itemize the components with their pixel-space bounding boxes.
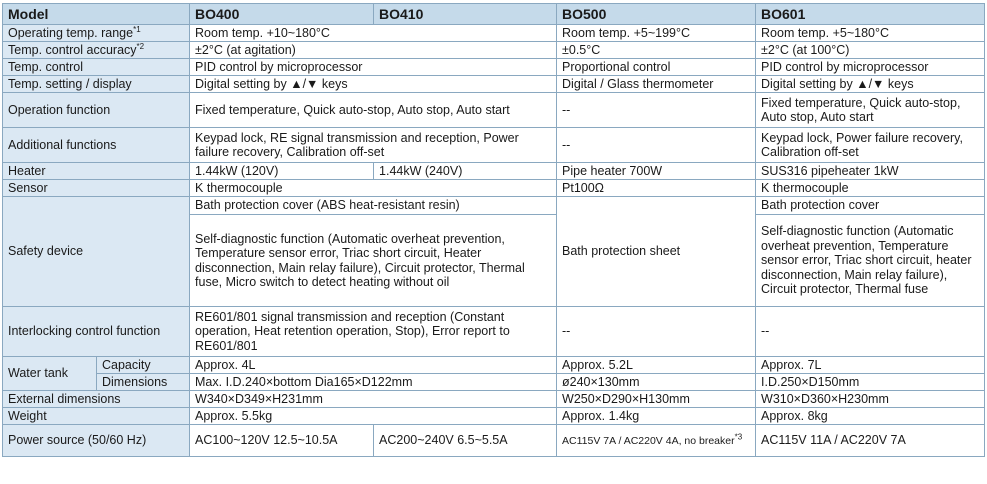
- row-operating-temp: [3, 25, 985, 42]
- label-power-source: Power source (50/60 Hz): [3, 425, 190, 457]
- heater-bo400: 1.44kW (120V): [190, 163, 374, 180]
- header-row: [3, 4, 985, 25]
- additional-functions-bo500: --: [557, 128, 756, 163]
- label-interlocking: Interlocking control function: [3, 307, 190, 357]
- row-temp-setting: [3, 76, 985, 93]
- capacity-bo500: Approx. 5.2L: [557, 357, 756, 374]
- row-weight: [3, 408, 985, 425]
- power-bo601: AC115V 11A / AC220V 7A: [756, 425, 985, 457]
- label-sensor: Sensor: [3, 180, 190, 197]
- safety-cover-bo601: Bath protection cover: [756, 197, 985, 215]
- label-temp-accuracy: Temp. control accuracy$^{*2}$: [3, 42, 190, 59]
- label-operation-function: Operation function: [3, 93, 190, 128]
- sensor-bo400-410: K thermocouple: [190, 180, 557, 197]
- safety-bo500: Bath protection sheet: [557, 197, 756, 307]
- header-bo500: BO500: [557, 4, 756, 25]
- heater-bo601: SUS316 pipeheater 1kW: [756, 163, 985, 180]
- operating-temp-bo400-410: Room temp. +10~180°C: [190, 25, 557, 42]
- heater-bo500: Pipe heater 700W: [557, 163, 756, 180]
- label-capacity: Capacity: [97, 357, 190, 374]
- power-bo410: AC200~240V 6.5~5.5A: [374, 425, 557, 457]
- dimensions-bo601: I.D.250×D150mm: [756, 374, 985, 391]
- temp-setting-bo601: Digital setting by ▲/▼ keys: [756, 76, 985, 93]
- heater-bo410: 1.44kW (240V): [374, 163, 557, 180]
- safety-self-diagnostic-bo400-410: Self-diagnostic function (Automatic overheat prevention, Temperature sensor error, Triac short circuit, Heater disconnection, Main relay failure), Circuit protector, Thermal fuse, Micro switch to detect heating without oil: [190, 215, 557, 307]
- label-safety-device: Safety device: [3, 197, 190, 307]
- interlocking-bo601: --: [756, 307, 985, 357]
- sensor-bo500: Pt100Ω: [557, 180, 756, 197]
- capacity-bo400-410: Approx. 4L: [190, 357, 557, 374]
- header-model: Model: [3, 4, 190, 25]
- row-safety-device: [3, 197, 985, 215]
- row-interlocking: [3, 307, 985, 357]
- external-dimensions-bo500: W250×D290×H130mm: [557, 391, 756, 408]
- dimensions-bo500: ø240×130mm: [557, 374, 756, 391]
- row-temp-control: [3, 59, 985, 76]
- temp-setting-bo400-410: Digital setting by ▲/▼ keys: [190, 76, 557, 93]
- note-1: *1: [133, 24, 141, 34]
- capacity-bo601: Approx. 7L: [756, 357, 985, 374]
- additional-functions-bo601: Keypad lock, Power failure recovery, Calibration off-set: [756, 128, 985, 163]
- row-operation-function: [3, 93, 985, 128]
- row-external-dimensions: [3, 391, 985, 408]
- external-dimensions-bo400-410: W340×D349×H231mm: [190, 391, 557, 408]
- label-additional-functions: Additional functions: [3, 128, 190, 163]
- temp-control-bo400-410: PID control by microprocessor: [190, 59, 557, 76]
- temp-accuracy-bo500: ±0.5°C: [557, 42, 756, 59]
- weight-bo601: Approx. 8kg: [756, 408, 985, 425]
- weight-bo500: Approx. 1.4kg: [557, 408, 756, 425]
- header-bo410: BO410: [374, 4, 557, 25]
- row-power-source: [3, 425, 985, 457]
- label-weight: Weight: [3, 408, 190, 425]
- temp-setting-bo500: Digital / Glass thermometer: [557, 76, 756, 93]
- note-2: *2: [136, 41, 145, 51]
- temp-control-bo601: PID control by microprocessor: [756, 59, 985, 76]
- operation-function-bo400-410: Fixed temperature, Quick auto-stop, Auto stop, Auto start: [190, 93, 557, 128]
- spec-table: [2, 3, 985, 457]
- row-water-tank-capacity: [3, 357, 985, 374]
- sensor-bo601: K thermocouple: [756, 180, 985, 197]
- temp-accuracy-bo400-410: ±2°C (at agitation): [190, 42, 557, 59]
- note-3: *3: [734, 432, 743, 441]
- label-dimensions: Dimensions: [97, 374, 190, 391]
- temp-control-bo500: Proportional control: [557, 59, 756, 76]
- header-bo400: BO400: [190, 4, 374, 25]
- label-temp-setting: Temp. setting / display: [3, 76, 190, 93]
- header-bo601: BO601: [756, 4, 985, 25]
- interlocking-bo500: --: [557, 307, 756, 357]
- safety-cover-bo400-410: Bath protection cover (ABS heat-resistant resin): [190, 197, 557, 215]
- safety-self-diagnostic-bo601: Self-diagnostic function (Automatic overheat prevention, Temperature sensor error, Triac short circuit, heater disconnection, Main relay failure), Circuit protector, Thermal fuse: [756, 215, 985, 307]
- additional-functions-bo400-410: Keypad lock, RE signal transmission and reception, Power failure recovery, Calibration off-set: [190, 128, 557, 163]
- operating-temp-bo601: Room temp. +5~180°C: [756, 25, 985, 42]
- temp-accuracy-bo601: ±2°C (at 100°C): [756, 42, 985, 59]
- operation-function-bo500: --: [557, 93, 756, 128]
- row-sensor: [3, 180, 985, 197]
- row-temp-accuracy: [3, 42, 985, 59]
- interlocking-bo400-410: RE601/801 signal transmission and reception (Constant operation, Heat retention operation, Stop), Error report to RE601/801: [190, 307, 557, 357]
- power-bo500: AC115V 7A / AC220V 4A, no breaker$^{*3}$: [557, 425, 756, 457]
- label-water-tank: Water tank: [3, 357, 97, 391]
- label-external-dimensions: External dimensions: [3, 391, 190, 408]
- operating-temp-bo500: Room temp. +5~199°C: [557, 25, 756, 42]
- operation-function-bo601: Fixed temperature, Quick auto-stop, Auto stop, Auto start: [756, 93, 985, 128]
- row-heater: [3, 163, 985, 180]
- dimensions-bo400-410: Max. I.D.240×bottom Dia165×D122mm: [190, 374, 557, 391]
- label-temp-control: Temp. control: [3, 59, 190, 76]
- weight-bo400-410: Approx. 5.5kg: [190, 408, 557, 425]
- label-heater: Heater: [3, 163, 190, 180]
- row-water-tank-dimensions: [3, 374, 985, 391]
- external-dimensions-bo601: W310×D360×H230mm: [756, 391, 985, 408]
- row-additional-functions: [3, 128, 985, 163]
- power-bo400: AC100~120V 12.5~10.5A: [190, 425, 374, 457]
- label-operating-temp: Operating temp. range$^{*1}$: [3, 25, 190, 42]
